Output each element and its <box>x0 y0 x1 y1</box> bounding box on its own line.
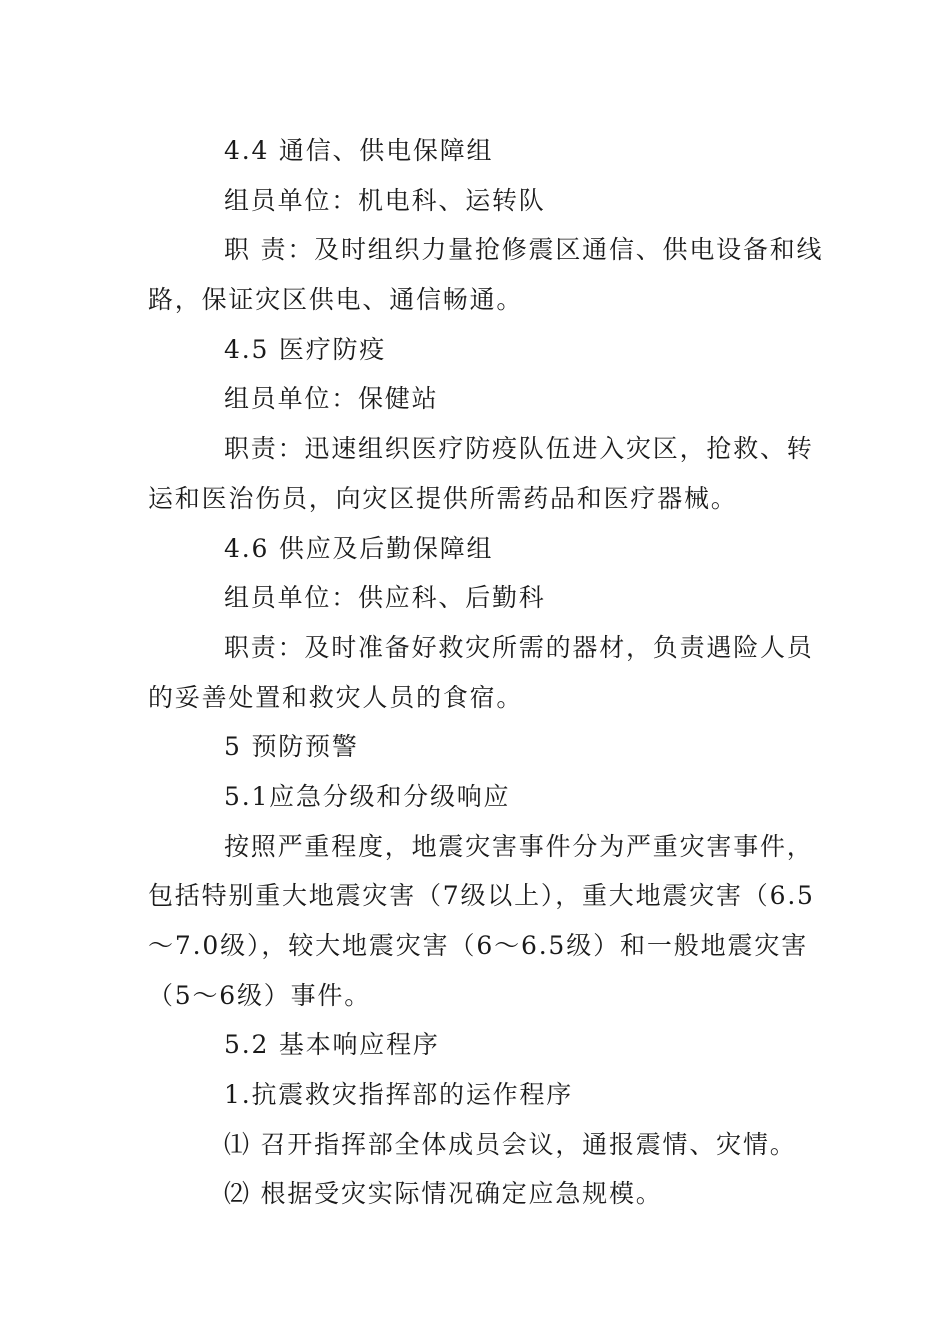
duty-paragraph-line: 路，保证灾区供电、通信畅通。 <box>148 285 524 315</box>
classification-paragraph-line: ～7.0级），较大地震灾害（6～6.5级）和一般地震灾害 <box>148 931 808 960</box>
section-heading-4-4: 4.4 通信、供电保障组 <box>224 136 494 165</box>
procedure-step: ⑴ 召开指挥部全体成员会议，通报震情、灾情。 <box>224 1129 797 1159</box>
section-heading-5-1: 5.1应急分级和分级响应 <box>224 781 511 811</box>
section-heading-4-6: 4.6 供应及后勤保障组 <box>224 533 494 563</box>
section-heading-5-2: 5.2 基本响应程序 <box>224 1030 440 1060</box>
document-body <box>148 126 824 1219</box>
member-units-line: 组员单位：保健站 <box>224 384 439 414</box>
member-units-line: 组员单位：机电科、运转队 <box>224 185 546 215</box>
classification-paragraph-line: 按照严重程度，地震灾害事件分为严重灾害事件， <box>224 831 814 861</box>
duty-paragraph-line: 的妥善处置和救灾人员的食宿。 <box>148 682 524 712</box>
duty-paragraph-line: 运和医治伤员，向灾区提供所需药品和医疗器械。 <box>148 483 738 513</box>
classification-paragraph-line: （5～6级）事件。 <box>148 980 372 1010</box>
section-heading-5: 5 预防预警 <box>224 732 359 762</box>
classification-paragraph-line: 包括特别重大地震灾害（7级以上），重大地震灾害（6.5 <box>148 881 815 911</box>
procedure-subheading: 1.抗震救灾指挥部的运作程序 <box>224 1080 574 1110</box>
section-heading-4-5: 4.5 医疗防疫 <box>224 334 387 364</box>
duty-paragraph-line: 职责：及时准备好救灾所需的器材，负责遇险人员 <box>224 632 814 662</box>
duty-paragraph-line: 职责：迅速组织医疗防疫队伍进入灾区，抢救、转 <box>224 434 814 464</box>
member-units-line: 组员单位：供应科、后勤科 <box>224 583 546 613</box>
duty-paragraph-line: 职 责：及时组织力量抢修震区通信、供电设备和线 <box>224 235 824 265</box>
procedure-step: ⑵ 根据受灾实际情况确定应急规模。 <box>224 1179 663 1209</box>
